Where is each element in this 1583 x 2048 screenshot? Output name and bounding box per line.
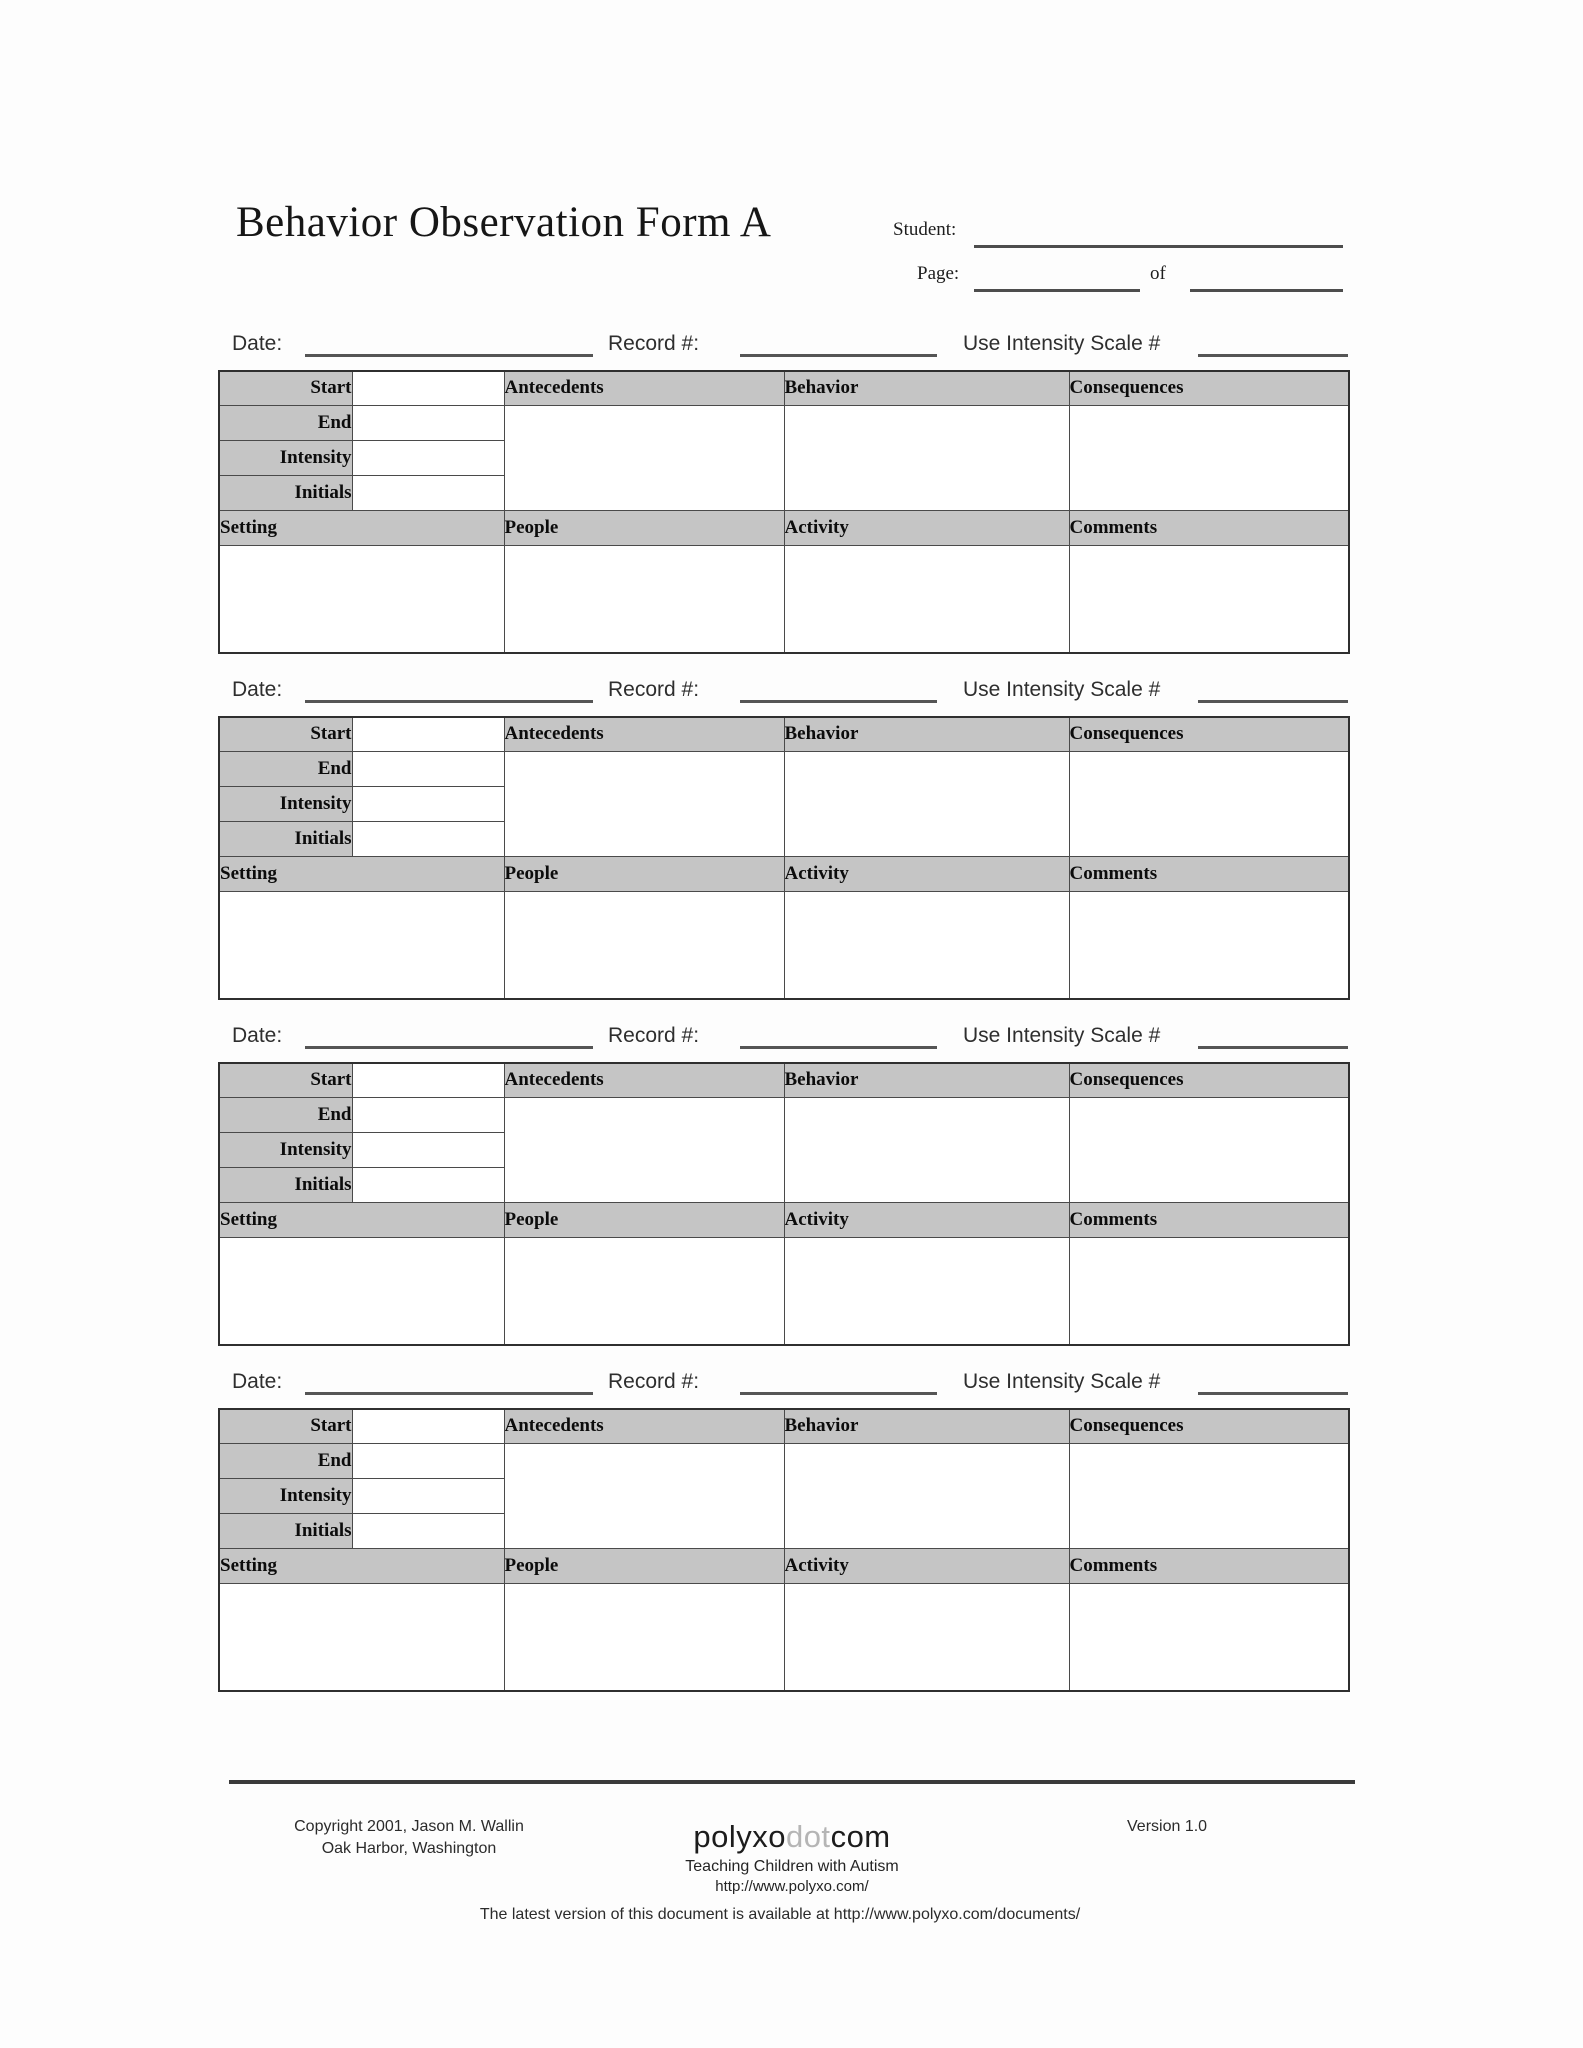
people-header-cell: People — [504, 510, 784, 545]
setting-input-area[interactable] — [219, 545, 504, 653]
intensity-input-cell[interactable] — [352, 440, 504, 475]
brand-com: com — [830, 1819, 891, 1854]
observation-block-4 — [218, 1368, 1348, 1692]
intensity-scale-label: Use Intensity Scale # — [963, 1370, 1161, 1393]
setting-input-area[interactable] — [219, 1237, 504, 1345]
consequences-input-area[interactable] — [1069, 1097, 1349, 1202]
initials-label-cell: Initials — [219, 821, 352, 856]
date-label: Date: — [232, 1370, 283, 1393]
setting-input-area[interactable] — [219, 891, 504, 999]
activity-input-area[interactable] — [784, 1583, 1069, 1691]
consequences-header-cell: Consequences — [1069, 717, 1349, 751]
comments-input-area[interactable] — [1069, 545, 1349, 653]
setting-header-cell: Setting — [219, 510, 504, 545]
record-header-row — [218, 1022, 1348, 1062]
student-blank-line[interactable] — [974, 245, 1343, 248]
antecedents-header-cell: Antecedents — [504, 717, 784, 751]
end-input-cell[interactable] — [352, 1443, 504, 1478]
start-input-cell[interactable] — [352, 717, 504, 751]
start-label-cell: Start — [219, 1063, 352, 1097]
record-number-blank-line[interactable] — [740, 1046, 937, 1049]
activity-input-area[interactable] — [784, 1237, 1069, 1345]
initials-label-cell: Initials — [219, 475, 352, 510]
initials-input-cell[interactable] — [352, 821, 504, 856]
brand-block — [492, 1820, 1092, 1897]
observation-block-1 — [218, 330, 1348, 654]
record-header-row — [218, 1368, 1348, 1408]
page-number-blank-line[interactable] — [974, 289, 1140, 292]
of-label: of — [1150, 263, 1166, 284]
start-label-cell: Start — [219, 1409, 352, 1443]
intensity-label-cell: Intensity — [219, 1478, 352, 1513]
comments-input-area[interactable] — [1069, 891, 1349, 999]
date-blank-line[interactable] — [305, 354, 593, 357]
setting-input-area[interactable] — [219, 1583, 504, 1691]
people-header-cell: People — [504, 1548, 784, 1583]
version-label: Version 1.0 — [1127, 1818, 1208, 1835]
consequences-header-cell: Consequences — [1069, 1063, 1349, 1097]
end-input-cell[interactable] — [352, 405, 504, 440]
people-header-cell: People — [504, 856, 784, 891]
consequences-input-area[interactable] — [1069, 1443, 1349, 1548]
setting-header-cell: Setting — [219, 856, 504, 891]
record-header-row — [218, 330, 1348, 370]
start-label-cell: Start — [219, 717, 352, 751]
behavior-input-area[interactable] — [784, 751, 1069, 856]
student-label: Student: — [893, 219, 957, 240]
date-label: Date: — [232, 1024, 283, 1047]
start-input-cell[interactable] — [352, 1409, 504, 1443]
people-header-cell: People — [504, 1202, 784, 1237]
comments-header-cell: Comments — [1069, 1548, 1349, 1583]
copyright-line2: Oak Harbor, Washington — [321, 1840, 497, 1857]
end-label-cell: End — [219, 1097, 352, 1132]
intensity-scale-blank-line[interactable] — [1198, 700, 1348, 703]
record-number-label: Record #: — [608, 678, 700, 701]
record-number-label: Record #: — [608, 332, 700, 355]
start-input-cell[interactable] — [352, 1063, 504, 1097]
consequences-header-cell: Consequences — [1069, 371, 1349, 405]
initials-label-cell: Initials — [219, 1167, 352, 1202]
end-input-cell[interactable] — [352, 1097, 504, 1132]
date-blank-line[interactable] — [305, 1046, 593, 1049]
consequences-input-area[interactable] — [1069, 751, 1349, 856]
intensity-label-cell: Intensity — [219, 1132, 352, 1167]
brand-polyxo: polyxo — [693, 1819, 786, 1854]
initials-input-cell[interactable] — [352, 1167, 504, 1202]
behavior-input-area[interactable] — [784, 405, 1069, 510]
intensity-input-cell[interactable] — [352, 1132, 504, 1167]
antecedents-header-cell: Antecedents — [504, 1063, 784, 1097]
people-input-area[interactable] — [504, 545, 784, 653]
activity-input-area[interactable] — [784, 545, 1069, 653]
activity-input-area[interactable] — [784, 891, 1069, 999]
comments-header-cell: Comments — [1069, 510, 1349, 545]
people-input-area[interactable] — [504, 1237, 784, 1345]
date-label: Date: — [232, 332, 283, 355]
setting-header-cell: Setting — [219, 1202, 504, 1237]
antecedents-header-cell: Antecedents — [504, 371, 784, 405]
page-number-label: Page: — [917, 263, 960, 284]
intensity-scale-label: Use Intensity Scale # — [963, 332, 1161, 355]
intensity-input-cell[interactable] — [352, 786, 504, 821]
observation-block-3 — [218, 1022, 1348, 1346]
intensity-scale-label: Use Intensity Scale # — [963, 678, 1161, 701]
behavior-header-cell: Behavior — [784, 371, 1069, 405]
observation-block-2 — [218, 676, 1348, 1000]
end-input-cell[interactable] — [352, 751, 504, 786]
record-number-label: Record #: — [608, 1024, 700, 1047]
brand-dot: dot — [785, 1819, 831, 1854]
brand-logo — [492, 1820, 1092, 1854]
activity-header-cell: Activity — [784, 1548, 1069, 1583]
activity-header-cell: Activity — [784, 1202, 1069, 1237]
comments-header-cell: Comments — [1069, 1202, 1349, 1237]
page-total-blank-line[interactable] — [1190, 289, 1343, 292]
end-label-cell: End — [219, 405, 352, 440]
intensity-input-cell[interactable] — [352, 1478, 504, 1513]
initials-input-cell[interactable] — [352, 1513, 504, 1548]
observation-table — [218, 370, 1350, 654]
consequences-input-area[interactable] — [1069, 405, 1349, 510]
behavior-header-cell: Behavior — [784, 1063, 1069, 1097]
end-label-cell: End — [219, 751, 352, 786]
activity-header-cell: Activity — [784, 510, 1069, 545]
record-number-blank-line[interactable] — [740, 700, 937, 703]
behavior-header-cell: Behavior — [784, 1409, 1069, 1443]
brand-tagline: Teaching Children with Autism — [685, 1858, 899, 1875]
availability-note: The latest version of this document is available at http://www.polyxo.com/documents/ — [479, 1906, 1081, 1923]
record-number-label: Record #: — [608, 1370, 700, 1393]
behavior-input-area[interactable] — [784, 1097, 1069, 1202]
date-blank-line[interactable] — [305, 1392, 593, 1395]
initials-label-cell: Initials — [219, 1513, 352, 1548]
date-label: Date: — [232, 678, 283, 701]
activity-header-cell: Activity — [784, 856, 1069, 891]
start-label-cell: Start — [219, 371, 352, 405]
antecedents-input-area[interactable] — [504, 751, 784, 856]
observation-table — [218, 716, 1350, 1000]
footer-divider — [229, 1780, 1355, 1784]
behavior-input-area[interactable] — [784, 1443, 1069, 1548]
intensity-scale-label: Use Intensity Scale # — [963, 1024, 1161, 1047]
consequences-header-cell: Consequences — [1069, 1409, 1349, 1443]
comments-input-area[interactable] — [1069, 1237, 1349, 1345]
antecedents-input-area[interactable] — [504, 405, 784, 510]
comments-input-area[interactable] — [1069, 1583, 1349, 1691]
end-label-cell: End — [219, 1443, 352, 1478]
intensity-scale-blank-line[interactable] — [1198, 1392, 1348, 1395]
comments-header-cell: Comments — [1069, 856, 1349, 891]
record-number-blank-line[interactable] — [740, 1392, 937, 1395]
start-input-cell[interactable] — [352, 371, 504, 405]
observation-table — [218, 1062, 1350, 1346]
copyright-line1: Copyright 2001, Jason M. Wallin — [294, 1818, 524, 1835]
intensity-scale-blank-line[interactable] — [1198, 354, 1348, 357]
site-url: http://www.polyxo.com/ — [715, 1878, 869, 1895]
antecedents-input-area[interactable] — [504, 1443, 784, 1548]
antecedents-input-area[interactable] — [504, 1097, 784, 1202]
record-number-blank-line[interactable] — [740, 354, 937, 357]
intensity-label-cell: Intensity — [219, 786, 352, 821]
page-title: Behavior Observation Form A — [236, 199, 772, 246]
antecedents-header-cell: Antecedents — [504, 1409, 784, 1443]
behavior-header-cell: Behavior — [784, 717, 1069, 751]
observation-table — [218, 1408, 1350, 1692]
date-blank-line[interactable] — [305, 700, 593, 703]
people-input-area[interactable] — [504, 891, 784, 999]
setting-header-cell: Setting — [219, 1548, 504, 1583]
initials-input-cell[interactable] — [352, 475, 504, 510]
people-input-area[interactable] — [504, 1583, 784, 1691]
intensity-label-cell: Intensity — [219, 440, 352, 475]
record-header-row — [218, 676, 1348, 716]
intensity-scale-blank-line[interactable] — [1198, 1046, 1348, 1049]
